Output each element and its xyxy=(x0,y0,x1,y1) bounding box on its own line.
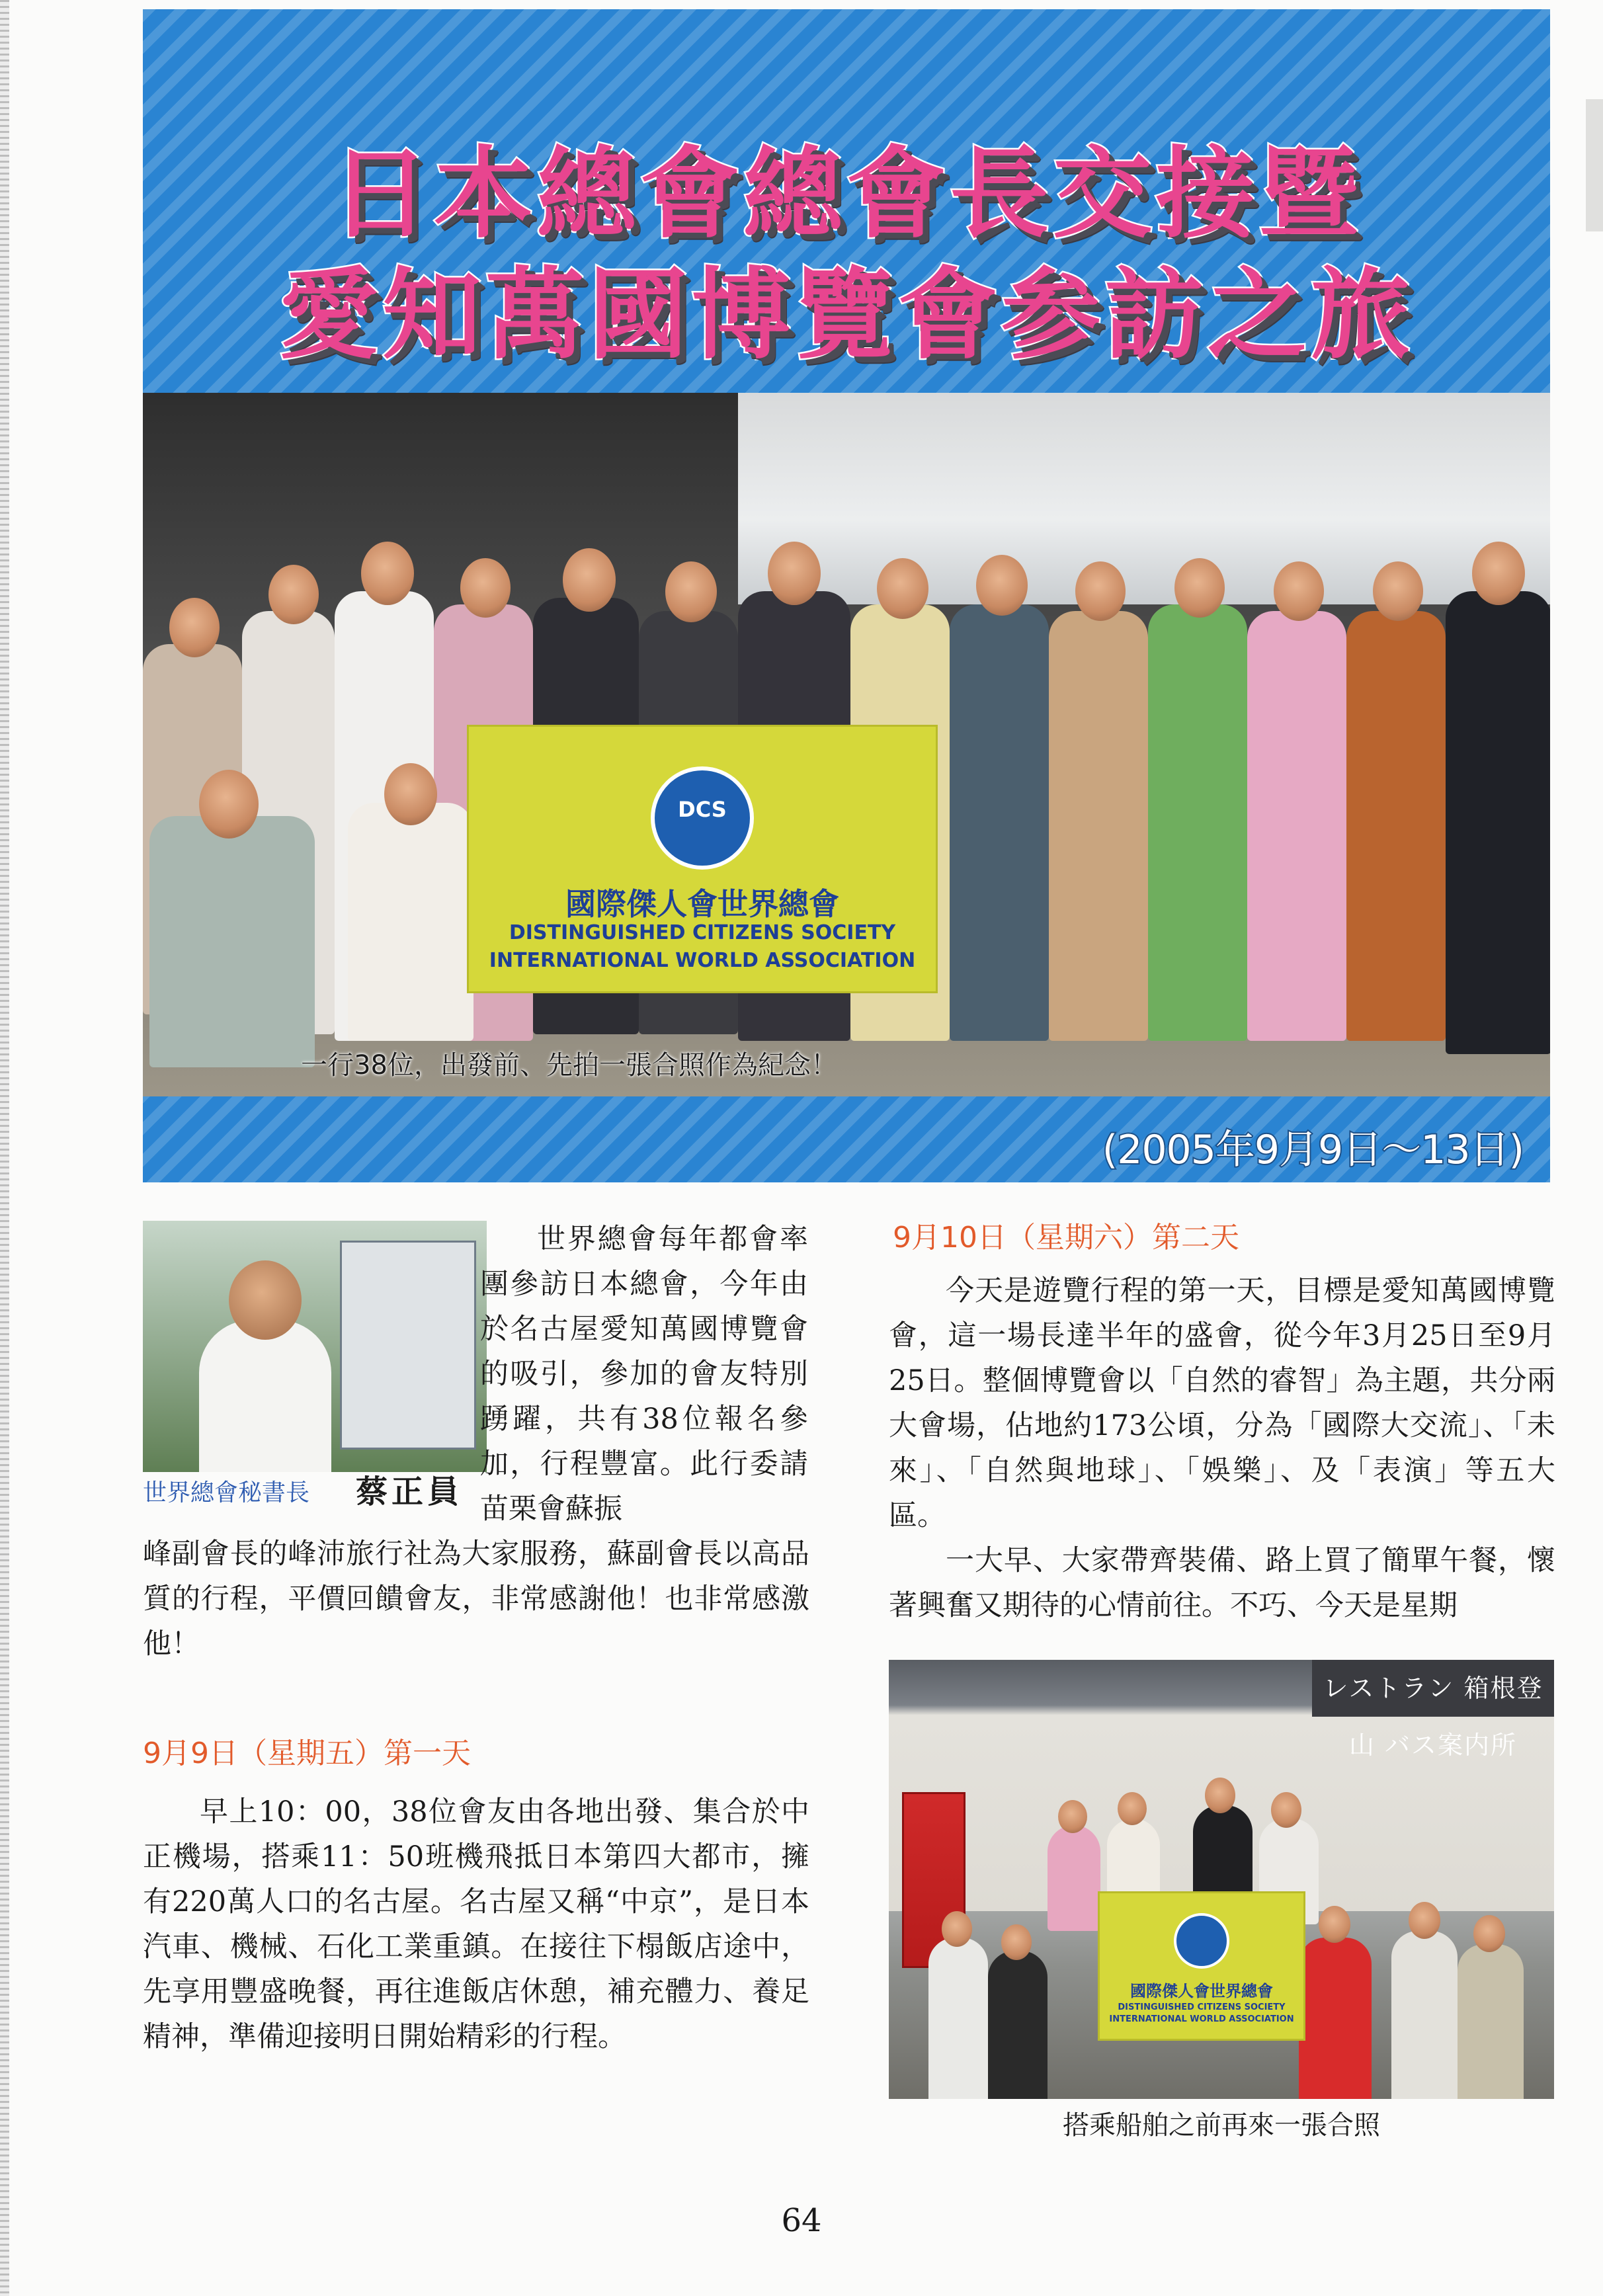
restaurant-sign: レストラン 箱根登山 バス案内所 xyxy=(1312,1660,1554,1717)
day1-heading: 9月9日（星期五）第一天 xyxy=(143,1737,471,1770)
author-photo xyxy=(143,1221,487,1472)
boat-group-photo xyxy=(889,1660,1554,2099)
author-name: 蔡正員 xyxy=(356,1473,464,1510)
person-figure xyxy=(348,803,473,1041)
person-figure xyxy=(149,816,315,1067)
author-figure xyxy=(199,1320,331,1472)
person-head xyxy=(877,558,928,619)
page-number: 64 xyxy=(781,2202,822,2239)
person-figure xyxy=(1458,1944,1524,2099)
person-head xyxy=(1075,561,1126,621)
person-figure xyxy=(1049,611,1148,1041)
person-head xyxy=(199,770,259,839)
person-figure xyxy=(1299,1938,1372,2099)
person-head xyxy=(563,548,616,612)
person-figure xyxy=(988,1951,1048,2099)
scan-edge xyxy=(0,0,9,2296)
day1-paragraph: 早上10：00，38位會友由各地出發、集合於中正機場，搭乘11：50班機飛抵日本第四大都市，擁有220萬人口的名古屋。名古屋又稱“中京”，是日本汽車、機械、石化工業重鎮。在接往下榻飯店途中，先享用豐盛晚餐，再往進飯店休憩，補充體力、養足精神，準備迎接明日開始精彩的行程。 xyxy=(143,1795,809,2053)
person-figure xyxy=(1391,1931,1458,2099)
small-banner-text-english: DISTINGUISHED CITIZENS SOCIETY INTERNATIONAL WORLD ASSOCIATION xyxy=(1109,2002,1294,2024)
title-line-2: 愛知萬國博覽會参訪之旅 xyxy=(278,258,1414,373)
intro-paragraph-part2: 峰副會長的峰沛旅行社為大家服務，蘇副會長以高品質的行程，平價回饋會友，非常感謝他！也非常感激他！ xyxy=(143,1538,809,1660)
day2-body xyxy=(889,1268,1555,1628)
author-title: 世界總會秘書長 xyxy=(143,1479,310,1506)
person-figure xyxy=(950,604,1049,1041)
person-head xyxy=(1409,1902,1440,1939)
dcs-banner xyxy=(467,725,938,993)
dcs-emblem-icon xyxy=(651,766,754,870)
person-head xyxy=(1205,1778,1235,1813)
person-head xyxy=(1058,1800,1087,1833)
day2-paragraph-2: 一大早、大家帶齊裝備、路上買了簡單午餐，懷著興奮又期待的心情前往。不巧、今天是星期 xyxy=(889,1544,1555,1622)
boat-photo-caption: 搭乘船舶之前再來一張合照 xyxy=(1063,2110,1380,2141)
person-head xyxy=(768,542,821,605)
person-head xyxy=(665,561,717,622)
person-head xyxy=(1271,1792,1301,1828)
banner-text-english-1: DISTINGUISHED CITIZENS SOCIETY xyxy=(509,921,896,944)
person-figure xyxy=(1148,604,1247,1041)
person-head xyxy=(268,565,319,624)
person-figure xyxy=(1346,611,1446,1041)
dcs-banner-small xyxy=(1098,1891,1305,2041)
person-head xyxy=(1473,1915,1505,1952)
banner-text-english-2: INTERNATIONAL WORLD ASSOCIATION xyxy=(489,949,916,972)
expo-signboard xyxy=(340,1241,476,1450)
date-range: (2005年9月9日～13日) xyxy=(1102,1127,1524,1173)
day2-paragraph-1: 今天是遊覽行程的第一天，目標是愛知萬國博覽會，這一場長達半年的盛會，從今年3月25日至9月25日。整個博覽會以「自然的睿智」為主題，共分兩大會場，佔地約173公頃，分為「國際大交流」、「未來」、「自然與地球」、「娛樂」、及「表演」等五大區。 xyxy=(889,1274,1555,1532)
person-head xyxy=(169,598,220,657)
person-figure xyxy=(1446,591,1550,1054)
person-head xyxy=(1274,561,1324,621)
person-head xyxy=(1319,1906,1350,1943)
group-photo-caption: 一行38位，出發前、先拍一張合照作為紀念！ xyxy=(301,1050,837,1081)
person-figure xyxy=(928,1938,988,2099)
person-head xyxy=(1118,1792,1147,1825)
person-head xyxy=(384,763,437,825)
banner-text-chinese: 國際傑人會世界總會 xyxy=(565,886,839,922)
dcs-emblem-label: DCS xyxy=(678,797,727,822)
intro-paragraph-part1: 世界總會每年都會率團參訪日本總會，今年由於名古屋愛知萬國博覽會的吸引，參加的會友特別踴躍，共有38位報名參加，行程豐富。此行委請苗栗會蘇振 xyxy=(480,1223,808,1526)
person-head xyxy=(976,555,1028,616)
title-line-1: 日本總會總會長交接暨 xyxy=(330,137,1362,252)
author-head xyxy=(229,1260,302,1340)
person-head xyxy=(1001,1924,1032,1960)
dcs-emblem-icon xyxy=(1174,1913,1229,1969)
person-head xyxy=(460,558,511,618)
person-head xyxy=(1174,558,1225,618)
day2-heading: 9月10日（星期六）第二天 xyxy=(893,1221,1239,1254)
person-head xyxy=(1472,542,1525,605)
group-photo xyxy=(143,393,1550,1096)
person-head xyxy=(942,1911,972,1947)
scan-edge-mark xyxy=(1586,99,1603,231)
person-head xyxy=(1373,561,1423,621)
person-figure xyxy=(1247,611,1346,1041)
display-screen xyxy=(738,393,1550,604)
person-head xyxy=(361,542,414,605)
small-banner-text-chinese: 國際傑人會世界總會 xyxy=(1130,1981,1273,2000)
person-figure xyxy=(1048,1825,1100,1931)
